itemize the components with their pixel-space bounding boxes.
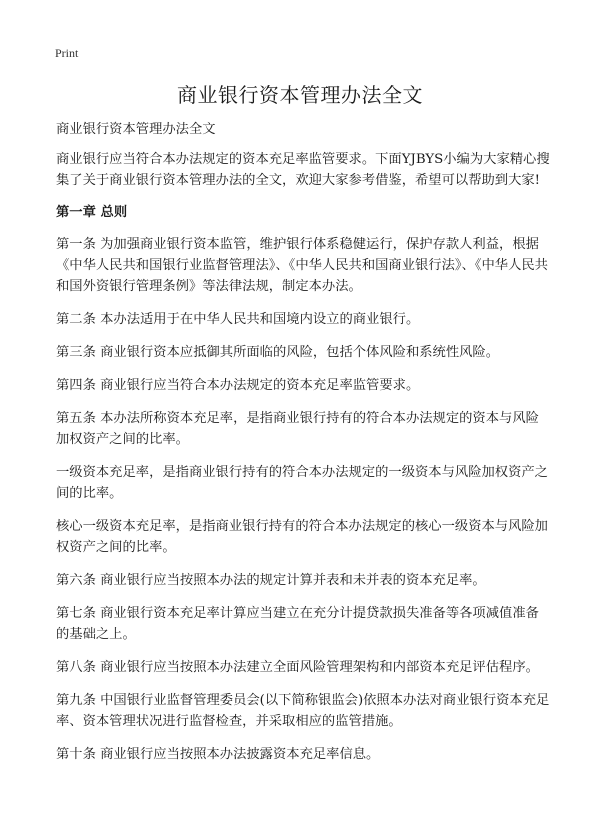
page-title: 商业银行资本管理办法全文 <box>177 83 423 107</box>
article-paragraph: 第三条 商业银行资本应抵御其所面临的风险，包括个体风险和系统性风险。 <box>56 345 500 360</box>
article-paragraph: 核心一级资本充足率，是指商业银行持有的符合本办法规定的核心一级资本与风险加权资产之间的比率。 <box>56 519 548 555</box>
article-paragraph: 第五条 本办法所称资本充足率，是指商业银行持有的符合本办法规定的资本与风险加权资产之间的比率。 <box>56 411 539 447</box>
article-body <box>56 119 552 777</box>
article-paragraph: 第二条 本办法适用于在中华人民共和国境内设立的商业银行。 <box>56 312 420 327</box>
article-paragraph: 第七条 商业银行资本充足率计算应当建立在充分计提贷款损失准备等各项减值准备的基础之上。 <box>56 606 539 642</box>
print-link[interactable]: Print <box>55 46 79 60</box>
article-paragraph: 第一条 为加强商业银行资本监管，维护银行体系稳健运行，保护存款人利益，根据《中华人民共和国银行业监督管理法》、《中华人民共和国商业银行法》、《中华人民共和国外资银行管理条例》等法律法规，制定本办法。 <box>56 237 548 294</box>
intro-paragraph: 商业银行应当符合本办法规定的资本充足率监管要求。下面YJBYS小编为大家精心搜集了关于商业银行资本管理办法的全文，欢迎大家参考借鉴，希望可以帮助到大家! <box>56 152 550 188</box>
article-paragraph: 第十条 商业银行应当按照本办法披露资本充足率信息。 <box>56 747 380 762</box>
article-paragraph: 第四条 商业银行应当符合本办法规定的资本充足率监管要求。 <box>56 378 420 393</box>
chapter-heading: 第一章 总则 <box>56 205 128 220</box>
article-paragraph: 第六条 商业银行应当按照本办法的规定计算并表和未并表的资本充足率。 <box>56 573 486 588</box>
article-paragraph: 第八条 商业银行应当按照本办法建立全面风险管理架构和内部资本充足评估程序。 <box>56 660 539 675</box>
article-paragraph: 第九条 中国银行业监督管理委员会(以下简称银监会)依照本办法对商业银行资本充足率、资本管理状况进行监督检查，并采取相应的监管措施。 <box>56 693 550 729</box>
subtitle: 商业银行资本管理办法全文 <box>56 122 216 137</box>
article-paragraph: 一级资本充足率，是指商业银行持有的符合本办法规定的一级资本与风险加权资产之间的比率。 <box>56 465 548 501</box>
